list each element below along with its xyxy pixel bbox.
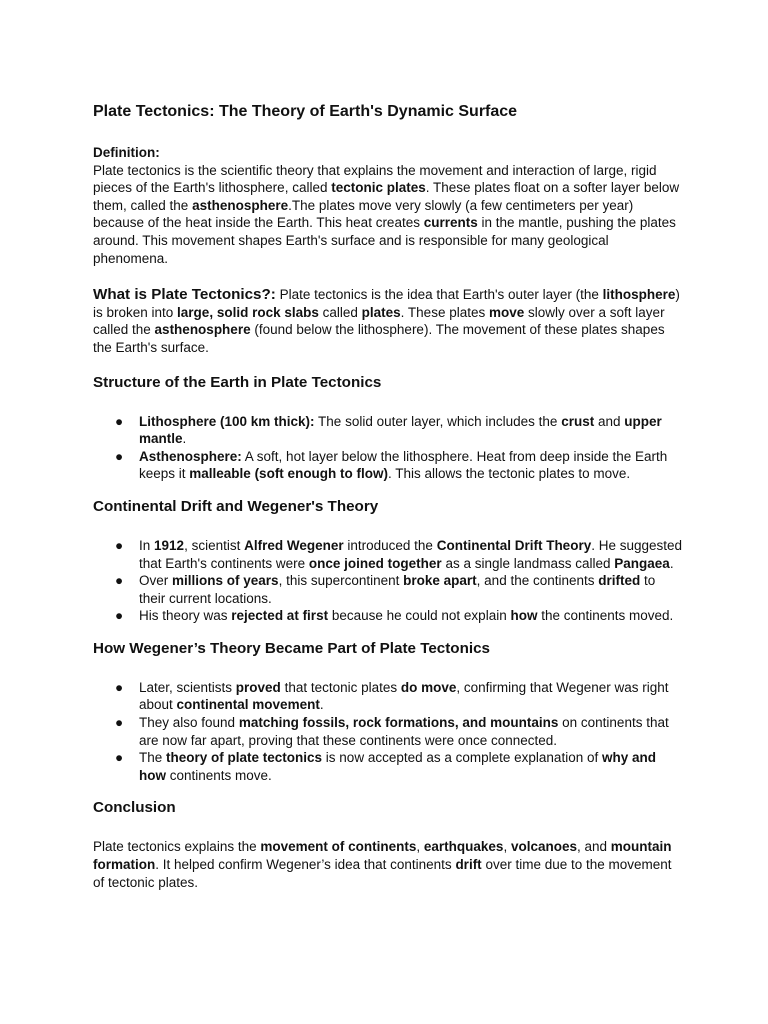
bullet-icon: ● [115,573,124,589]
bold-term: drifted [598,573,641,589]
text-run: over time due to the movement of tectonic plates. [93,857,672,890]
text-run: , and [576,839,611,855]
text-run: , [503,839,511,855]
bold-term: continental movement [176,697,320,713]
text-run: . [669,555,674,571]
text-run: to their current locations. [139,573,656,606]
list-item [93,749,683,784]
bold-term: proved [235,679,281,695]
text-run: introduced the [343,537,437,553]
text-run: as a single landmass called [441,555,615,571]
bullet-icon: ● [115,715,124,731]
bold-term: asthenosphere [192,197,289,213]
text-run: Plate tectonics explains the [93,839,261,855]
text-run: on continents that are now far apart, proving that these continents were once connected. [139,715,669,748]
document-body [93,102,683,891]
text-run: , scientist [184,537,245,553]
text-run: His theory was [139,608,232,624]
drift-heading: Continental Drift and Wegener's Theory [93,497,379,515]
bold-term: mountain formation [93,839,672,873]
bold-term: Lithosphere (100 km thick): [139,413,315,429]
text-run: They also found [139,715,239,731]
bold-term: why and how [139,750,656,783]
how-section [93,639,683,785]
text-run: Later, scientists [139,679,236,695]
structure-heading: Structure of the Earth in Plate Tectonics [93,373,382,391]
text-run: that tectonic plates [280,679,401,695]
bold-term: movement of continents [260,839,417,855]
text-run: In [139,537,155,553]
bold-term: crust [561,413,595,429]
bullet-icon: ● [115,537,124,553]
bold-term: once joined together [308,555,442,571]
bold-term: volcanoes [510,839,577,855]
definition-paragraph [93,162,683,268]
bullet-icon: ● [115,750,124,766]
text-run: ) is broken into [93,287,680,320]
bold-term: how [510,608,538,624]
structure-section [93,373,683,483]
text-run: Over [139,573,173,589]
bold-term: lithosphere [602,287,676,303]
bold-term: Asthenosphere: [139,448,242,464]
list-item [93,572,683,607]
bold-term: move [488,304,525,320]
list-item [93,607,683,625]
structure-list [93,413,683,483]
bold-term: millions of years [172,573,279,589]
what-is-section [93,286,683,356]
text-run: .The plates move very slowly (a few centimeters per year) because of the heat inside the Earth. This heat creates [93,197,634,231]
definition-label: Definition: [93,145,160,160]
bold-term: do move [400,679,457,695]
bold-term: currents [423,215,478,231]
text-run: , and the continents [476,573,599,589]
text-run: is now accepted as a complete explanation of [322,750,602,766]
text-run: the continents moved. [537,608,674,624]
bold-term: asthenosphere [154,322,251,338]
text-run: because he could not explain [328,608,511,624]
text-run: Plate tectonics is the scientific theory that explains the movement and interaction of large, rigid pieces of the Earth's lithosphere, called [93,162,657,196]
bullet-icon: ● [115,413,124,429]
bold-term: Alfred Wegener [244,537,344,553]
text-run: slowly over a soft layer called the [93,304,665,338]
text-run: The solid outer layer, which includes the [314,413,562,429]
text-run: . [319,697,324,713]
what-is-title: What is Plate Tectonics?: [93,286,276,304]
text-run: . These plates float on a softer layer below them, called the [93,180,680,213]
bold-term: upper mantle [139,413,662,447]
conclusion-paragraph [93,838,683,891]
bold-term: rejected at first [231,608,329,624]
bullet-icon: ● [115,448,124,464]
list-item [93,679,683,714]
text-run: . It helped confirm Wegener’s idea that continents [155,857,456,873]
text-run: , this supercontinent [278,573,404,589]
bold-term: theory of plate tectonics [166,750,323,766]
conclusion-section [93,798,683,891]
bold-term: broke apart [403,573,477,589]
text-run: A soft, hot layer below the lithosphere. Heat from deep inside the Earth keeps it [139,448,668,482]
bullet-icon: ● [115,679,124,695]
bold-term: matching fossils, rock formations, and mountains [238,715,559,731]
bullet-icon: ● [115,608,124,624]
bold-term: large, solid rock slabs [177,304,319,320]
conclusion-heading: Conclusion [93,799,176,817]
bold-term: Continental Drift Theory [436,537,592,553]
what-is-paragraph [93,286,683,356]
text-run: , [416,839,424,855]
list-item [93,537,683,572]
bold-term: Pangaea [614,555,670,571]
text-run: . These plates [400,304,489,320]
definition-section [93,144,683,267]
bold-term: tectonic plates [331,180,426,196]
text-run: and [594,413,625,429]
bold-term: earthquakes [423,839,504,855]
how-list [93,679,683,785]
drift-list [93,537,683,625]
bold-term: malleable (soft enough to flow) [189,466,389,482]
page-title: Plate Tectonics: The Theory of Earth's Dynamic Surface [93,103,518,120]
text-run: continents move. [166,767,272,783]
text-run: in the mantle, pushing the plates around. This movement shapes Earth's surface and is responsible for many geological phenomena. [93,215,676,266]
text-run: . [182,431,187,447]
bold-term: plates [361,304,401,320]
bold-term: 1912 [154,537,185,553]
list-item [93,448,683,483]
drift-section [93,497,683,625]
how-heading: How Wegener’s Theory Became Part of Plate Tectonics [93,639,490,657]
bold-term: drift [455,857,482,873]
text-run: Plate tectonics is the idea that Earth's outer layer (the [275,287,603,303]
text-run: called [318,304,362,320]
text-run: The [139,750,167,766]
text-run: (found below the lithosphere). The movement of these plates shapes the Earth's surface. [93,322,665,355]
text-run: . This allows the tectonic plates to move. [388,466,631,482]
text-run: . He suggested that Earth's continents were [139,537,683,571]
text-run: , confirming that Wegener was right about [139,679,669,713]
list-item [93,714,683,749]
list-item [93,413,683,448]
